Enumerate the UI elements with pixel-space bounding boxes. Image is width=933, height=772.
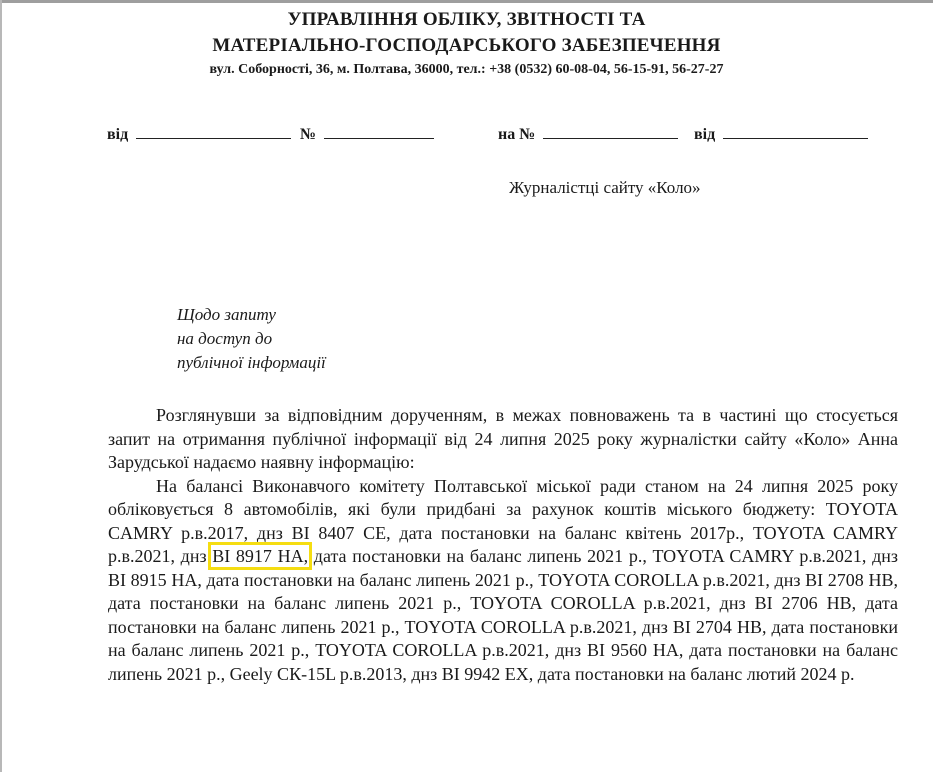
body-paragraph-2-text-end: дата постановки на баланс липень 2021 р., TOYOTA CAMRY р.в.2021, днз ВІ 8915 НА, дата постановки на баланс липень 2021 р., TOYOTA COROLLA р.в.2021, днз ВІ 2708 НВ, дата постановки на баланс липень 2021 р., TOYOTA COROLLA р.в.2021, днз ВІ 2706 НВ, дата постановки на баланс липень 2021 р., TOYOTA COROLLA р.в.2021, днз ВІ 2704 НВ, дата постановки на баланс липень 2021 р., TOYOTA COROLLA р.в.2021, днз ВІ 9560 НА, дата постановки на баланс липень 2021 р., Geely СК-15L р.в.2013, днз ВІ 9942 ЕХ, дата постановки на баланс лютий 2024 р. — [108, 546, 899, 684]
ref-from-label: від — [107, 126, 129, 143]
ref-number-label: № — [300, 126, 317, 143]
reply-from-field — [694, 124, 868, 144]
page-left-border — [0, 0, 2, 772]
letter-body — [108, 404, 898, 686]
reply-from-label: від — [694, 126, 716, 143]
subject-block — [177, 303, 326, 375]
body-paragraph-1: Розглянувши за відповідним дорученням, в межах повноважень та в частині що стосується запит на отримання публічної інформації від 24 липня 2025 року журналістки сайту «Коло» Анна Зарудської надаємо наявну інформацію: — [108, 405, 898, 472]
ref-number-field — [300, 124, 434, 144]
highlighted-plate-number: ВІ 8917 НА, — [212, 546, 309, 566]
org-title-line-2: МАТЕРІАЛЬНО-ГОСПОДАРСЬКОГО ЗАБЕЗПЕЧЕННЯ — [212, 35, 721, 56]
reply-number-blank — [543, 124, 678, 139]
ref-from-field — [107, 124, 291, 144]
subject-line-2: на доступ до — [177, 329, 273, 348]
recipient-line: Журналістці сайту «Коло» — [509, 178, 701, 197]
subject-line-1: Щодо запиту — [177, 305, 276, 324]
reply-number-field — [498, 124, 678, 144]
ref-date-blank — [136, 124, 291, 139]
redacted-area — [502, 202, 692, 246]
body-paragraph-2 — [108, 475, 898, 687]
reply-date-blank — [723, 124, 868, 139]
body-paragraph-2-text-start: На балансі Виконавчого комітету Полтавської міської ради станом на 24 липня 2025 року обліковується 8 автомобілів, які були придбані за рахунок коштів міського бюджету: TOYOTA CAMRY р.в.2017, днз ВІ 8407 СЕ, дата постановки на баланс квітень 2017р., TOYOTA CAMRY р.в.2021, днз — [108, 475, 898, 566]
reply-number-label: на № — [498, 126, 536, 143]
ref-number-blank — [324, 124, 434, 139]
subject-line-3: публічної інформації — [177, 353, 326, 372]
org-title-line-1: УПРАВЛІННЯ ОБЛІКУ, ЗВІТНОСТІ ТА — [287, 9, 646, 30]
page-top-border — [0, 0, 933, 3]
org-address: вул. Соборності, 36, м. Полтава, 36000, тел.: +38 (0532) 60-08-04, 56-15-91, 56-27-27 — [209, 62, 724, 77]
